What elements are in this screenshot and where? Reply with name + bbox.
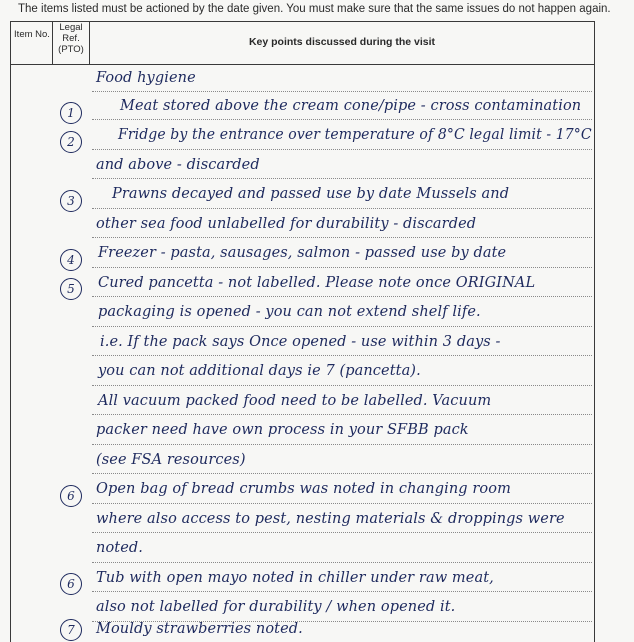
note-line: Mouldy strawberries noted. bbox=[96, 621, 303, 637]
note-line: Fridge by the entrance over temperature of 8°C legal limit - 17°C bbox=[118, 127, 592, 143]
note-line: also not labelled for durability / when opened it. bbox=[96, 599, 456, 615]
ruled-line bbox=[92, 444, 592, 445]
ruled-line bbox=[92, 562, 592, 563]
note-line: Prawns decayed and passed use by date Mussels and bbox=[112, 186, 510, 202]
note-line: (see FSA resources) bbox=[96, 452, 246, 468]
item-number: 7 bbox=[60, 619, 82, 641]
note-line: Meat stored above the cream cone/pipe - cross contamination bbox=[120, 98, 582, 114]
instruction-text: The items listed must be actioned by the date given. You must make sure that the same issues do not happen again. bbox=[18, 3, 611, 15]
ruled-line bbox=[92, 208, 592, 209]
table-border-top bbox=[10, 21, 594, 22]
item-number: 3 bbox=[60, 190, 82, 212]
item-number: 2 bbox=[60, 131, 82, 153]
ruled-line bbox=[92, 385, 592, 386]
note-line: other sea food unlabelled for durability - discarded bbox=[96, 216, 477, 232]
note-line: and above - discarded bbox=[96, 157, 260, 173]
note-line: All vacuum packed food need to be labelled. Vacuum bbox=[98, 393, 492, 409]
note-line: noted. bbox=[96, 540, 143, 556]
note-line: where also access to pest, nesting materials & droppings were bbox=[96, 511, 565, 527]
ruled-line bbox=[92, 591, 592, 592]
ruled-line bbox=[92, 91, 592, 92]
table-border-right bbox=[594, 21, 595, 642]
ruled-line bbox=[92, 119, 592, 120]
item-number: 6 bbox=[60, 485, 82, 507]
ruled-line bbox=[92, 237, 592, 238]
item-number: 1 bbox=[60, 102, 82, 124]
ruled-line bbox=[92, 355, 592, 356]
header-legal-ref: Legal Ref. (PTO) bbox=[58, 22, 84, 55]
item-number: 6 bbox=[60, 573, 82, 595]
item-number: 4 bbox=[60, 249, 82, 271]
note-line: Tub with open mayo noted in chiller under raw meat, bbox=[96, 570, 494, 586]
item-number: 5 bbox=[60, 278, 82, 300]
note-line: packer need have own process in your SFBB pack bbox=[96, 422, 469, 438]
header-item-no: Item No. bbox=[14, 29, 50, 40]
ruled-line bbox=[92, 149, 592, 150]
ruled-line bbox=[92, 503, 592, 504]
table-border-left bbox=[10, 21, 11, 642]
ruled-line bbox=[92, 414, 592, 415]
ruled-line bbox=[92, 473, 592, 474]
ruled-line bbox=[92, 267, 592, 268]
note-line: Freezer - pasta, sausages, salmon - passed use by date bbox=[98, 245, 507, 261]
note-line: you can not additional days ie 7 (pancetta). bbox=[98, 363, 421, 379]
note-line: packaging is opened - you can not extend shelf life. bbox=[98, 304, 481, 320]
ruled-line bbox=[92, 296, 592, 297]
ruled-line bbox=[92, 532, 592, 533]
header-key-points: Key points discussed during the visit bbox=[248, 36, 436, 48]
ruled-line bbox=[92, 178, 592, 179]
section-heading: Food hygiene bbox=[96, 70, 196, 86]
header-border-bottom bbox=[10, 64, 594, 65]
note-line: Open bag of bread crumbs was noted in changing room bbox=[96, 481, 511, 497]
note-line: Cured pancetta - not labelled. Please note once ORIGINAL bbox=[98, 275, 536, 291]
ruled-line bbox=[92, 326, 592, 327]
note-line: i.e. If the pack says Once opened - use within 3 days - bbox=[100, 334, 501, 350]
